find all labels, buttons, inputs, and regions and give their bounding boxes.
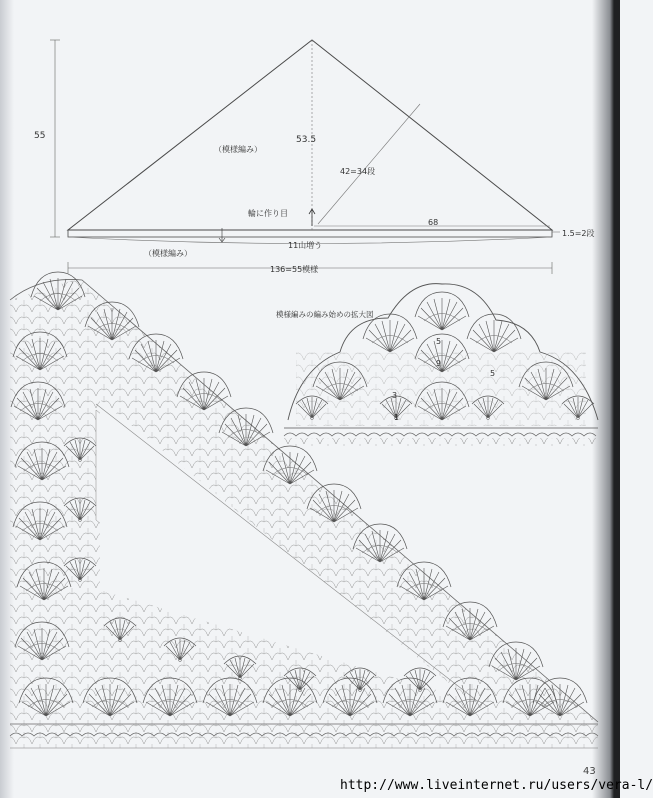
- shawl-schematic: [34, 40, 595, 274]
- start-label: 輪に作り目: [248, 209, 288, 218]
- center-height-label: 53.5: [296, 135, 317, 145]
- row-marker-5b: 5: [490, 369, 496, 378]
- increase-label: 11山増う: [288, 241, 323, 250]
- width-label: 136=55模様: [270, 265, 319, 274]
- watermark-url: http://www.liveinternet.ru/users/vera-l/: [340, 778, 653, 793]
- detail-title: 模様編みの編み始めの拡大図: [276, 310, 374, 319]
- side-rows-label: 42=34段: [340, 167, 376, 176]
- height-label: 55: [34, 131, 46, 141]
- border-band: [68, 230, 552, 237]
- row-marker-5a: 5: [436, 337, 442, 346]
- detail-chart: [276, 284, 598, 446]
- row-marker-1: 1: [394, 413, 400, 422]
- page-number: 43: [583, 766, 596, 777]
- row-marker-3: 3: [392, 391, 398, 400]
- full-crochet-chart: [0, 270, 610, 760]
- edge-label: 1.5=2段: [562, 229, 595, 238]
- border-pattern-label: （模様編み）: [144, 249, 192, 258]
- row-marker-9: 9: [436, 359, 442, 368]
- body-pattern-label: （模様編み）: [214, 145, 262, 154]
- half-width-label: 68: [428, 218, 439, 227]
